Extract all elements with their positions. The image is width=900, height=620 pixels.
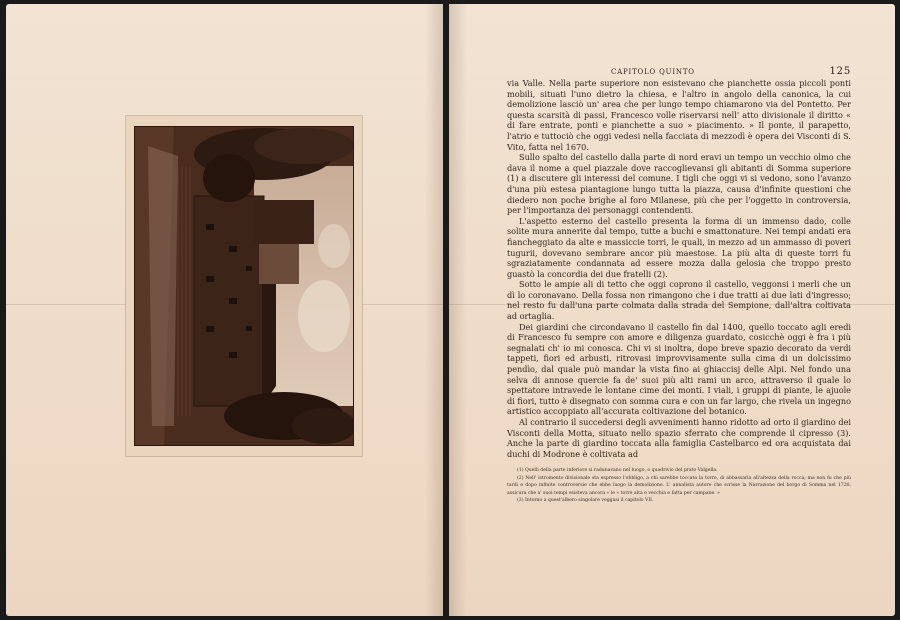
paragraph: L'aspetto esterno del castello presenta la forma di un immenso dado, colle solite mura annerite dal tempo, tutte a buchi e smattonature. Nei tempi andati era fiancheggiato da alte e massiccie torri, le quali, in mezzo ad un ammasso di poveri tugurii, dovevano sembrare ancor più maestose. La più alta di queste torri fu sgraziatamente condannata ad essere mozza dalla gelosia che troppo presto guastò la concordia dei due fratelli (2). [507, 215, 851, 279]
paragraph: Dei giardini che circondavano il castello fin dal 1400, quello toccato agli eredi di Francesco fu sempre con amore e diligenza guardato, cosicchè oggi è fra i più segnalati ch' io mi conosca. Chi vi si inoltra, dopo breve spazio decorato da verdi tappeti, fiori ed arbusti, ritrovasi improvvisamente sulla cima di un dolcissimo pendìo, dal quale può mandar la vista fino ai ghiaccisj delle Alpi. Nel fondo una selva di annose quercie fa de' suoi più alti rami un arco, attraverso il quale lo spettatore intravede le lontane cime dei monti. I viali, i gruppi di piante, le ajuole di fiori, tutto è disegnato con somma cura e con un far largo, che rivela un ingegno artistico accoppiato all'accurata coltivazione del botanico. [507, 321, 851, 417]
paragraph: via Valle. Nella parte superiore non esistevano che pianchette ossia piccoli ponti mobili, situati l'uno dietro la chiesa, e l'altro in angolo della canonica, la cui demolizione lasciò un' area che per lungo tempo chiamarono via del Pontetto. Per questa scarsità di passi, Francesco volle riservarsi nell' atto divisionale il diritto « di fare entrate, ponti e pianchette a suo » piacimento. » Il ponte, il parapetto, l'atrio e tuttociò che oggi vedesi nella facciata di mezzodì è opera dei Visconti di S. Vito, fatta nel 1670. [507, 78, 851, 152]
page-header [507, 66, 851, 78]
gutter-shadow [449, 4, 467, 616]
paragraph: Sotto le ampie ali di tetto che oggi coprono il castello, veggonsi i merli che un dì lo coronavano. Della fossa non rimangono che i due tratti ai due lati d'ingresso; nel resto fu dall'una parte colmata dalla strada del Sempione, dall'altra coltivata ad ortaglia. [507, 279, 851, 322]
footnote: (2) Nell' istromento divisionale sta espresso l'obbligo, a chi sarebbe toccata la torre, di abbassarla all'altezza della rocca; ma non fu che più tardi e dopo infinite controversie che ebbe luogo la demolizione. L' annalista autore che scrisse la Narrazione del borgo di Somma nel 1720, assicura che a' suoi tempi esisteva ancora « le « torre alta e vecchia e fatta per campane. » [507, 475, 851, 496]
footnote: (3) Intorno a quest'albero singolare veggasi il capitolo VII. [517, 498, 654, 504]
page-number: 125 [829, 66, 851, 77]
paragraph: Sullo spalto del castello dalla parte di nord eravi un tempo un vecchio olmo che dava il nome a quel piazzale dove raccoglievansi gli abitanti di Somma superiore (1) a discutere gli interessi del comune. I tigli che oggi vi si vedono, sono l'avanzo d'una più estesa piantagione lungo tutta la piazza, causa d'infinite questioni che diedero non poche brighe al foro Milanese, più che per l'oggetto in controversia, per l'importanza dei personaggi contendenti. [507, 152, 851, 216]
body-text [507, 78, 851, 459]
paragraph: Al contrario il succedersi degli avvenimenti hanno ridotto ad orto il giardino dei Visconti della Motta, situato nello spazio sferrato che comprende il cipresso (3). Anche la parte di giardino toccata alla famiglia Castelbarco ed ora acquistata dai duchi di Modrone è coltivata ad [507, 417, 851, 459]
gutter-shadow [425, 4, 443, 616]
footnote: (1) Quelli della parte inferiore si radunavano nel luogo, o quadrivio del prato Valgella. [517, 468, 718, 473]
running-head: CAPITOLO QUINTO [611, 68, 695, 76]
footnotes [507, 467, 851, 505]
etching-plate-illustration [134, 126, 354, 446]
